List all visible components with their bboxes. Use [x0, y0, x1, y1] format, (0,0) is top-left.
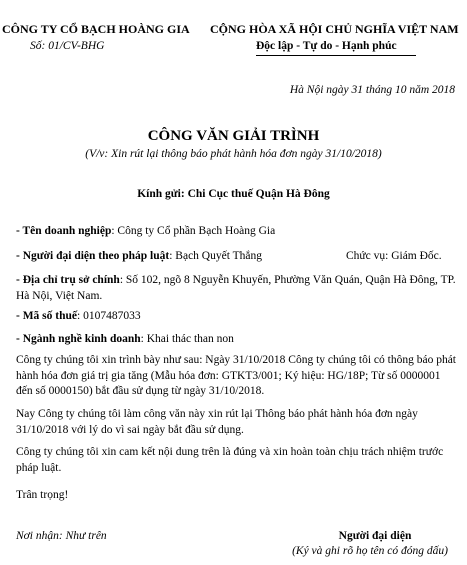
body-paragraph-3: Công ty chúng tôi xin cam kết nội dung trên là đúng và xin hoàn toàn chịu trách nhiệm trước pháp luật. — [16, 446, 444, 474]
field-label: - Mã số thuế — [16, 310, 78, 322]
field-position: Chức vụ: Giám Đốc. — [346, 250, 442, 262]
field-legal-representative — [16, 250, 262, 262]
field-value: : Khai thác than non — [140, 333, 234, 345]
field-value: : Bạch Quyết Thắng — [169, 250, 262, 262]
date-place: Hà Nội ngày 31 tháng 10 năm 2018 — [289, 84, 455, 96]
field-tax-code — [16, 310, 141, 322]
field-value: : 0107487033 — [77, 310, 141, 322]
document-number: Số: 01/CV-BHG — [30, 40, 105, 52]
recipients-list: Nơi nhận: Như trên — [16, 530, 107, 542]
signer-note: (Ký và ghi rõ họ tên có đóng dấu) — [292, 545, 448, 557]
field-address — [16, 273, 456, 304]
motto-underline — [256, 55, 416, 56]
recipient-line: Kính gửi: Chi Cục thuế Quận Hà Đông — [137, 188, 330, 200]
body-paragraph-2: Nay Công ty chúng tôi làm công văn này xin rút lại Thông báo phát hành hóa đơn ngày 31/10/2018 với lý do vì sai ngày bắt đầu sử dụng. — [16, 408, 418, 436]
signer-title: Người đại diện — [338, 530, 412, 542]
field-value: : Công ty Cổ phần Bạch Hoàng Gia — [111, 225, 276, 237]
field-company-name — [16, 225, 275, 237]
national-motto: Độc lập - Tự do - Hạnh phúc — [256, 40, 397, 52]
national-title: CỘNG HÒA XÃ HỘI CHỦ NGHĨA VIỆT NAM — [210, 22, 459, 36]
field-value: : Số 102, ngõ 8 Nguyễn Khuyến, Phường Văn Quán, Quận Hà Đông, TP. Hà Nội, Việt Nam. — [16, 274, 456, 302]
document-title: CÔNG VĂN GIẢI TRÌNH — [147, 128, 320, 144]
field-business-line — [16, 333, 234, 345]
field-label: - Ngành nghề kinh doanh — [16, 333, 141, 345]
body-paragraph-1: Công ty chúng tôi xin trình bày như sau: Ngày 31/10/2018 Công ty chúng tôi có thông báo phát hành hóa đơn giá trị gia tăng (Mẫu hóa đơn: GTKT3/001; Ký hiệu: HG/18P; Từ số 0000001 đến số 0000150) bắt đầu sử dụng từ ngày 31/10/2018. — [16, 354, 456, 397]
field-label: - Tên doanh nghiệp — [16, 225, 112, 237]
company-name: CÔNG TY CỔ BẠCH HOÀNG GIA — [2, 22, 190, 36]
closing-line: Trân trọng! — [16, 489, 69, 501]
field-label: - Địa chỉ trụ sở chính — [16, 274, 120, 286]
document-subject: (V/v: Xin rút lại thông báo phát hành hóa đơn ngày 31/10/2018) — [85, 148, 382, 160]
field-label: - Người đại diện theo pháp luật — [16, 250, 170, 262]
